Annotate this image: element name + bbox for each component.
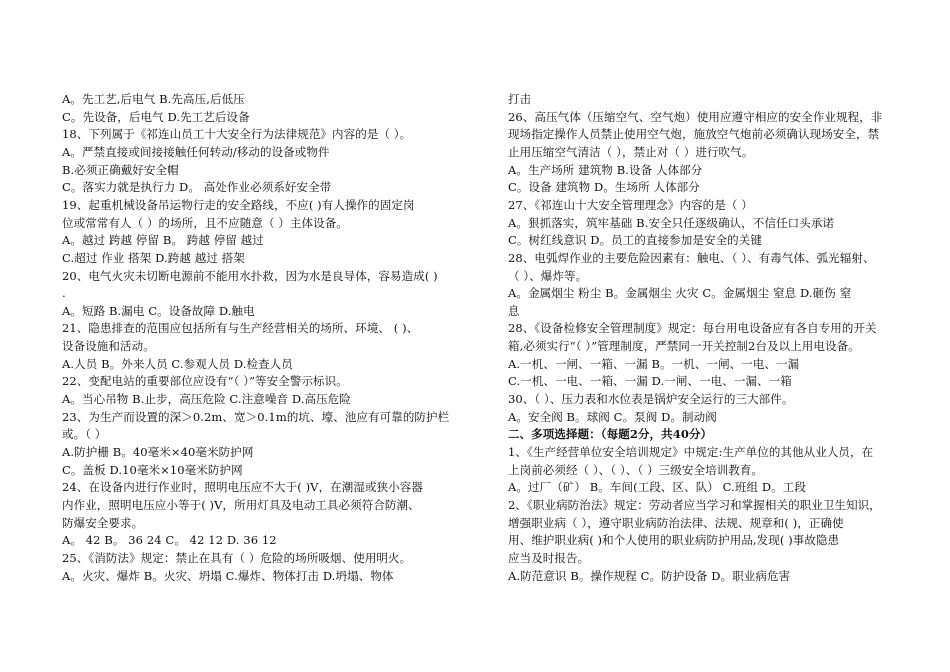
text-line: 22、变配电站的重要部位应设有“（ ）”等安全警示标识。 (62, 374, 348, 389)
section-heading: 二、多项选择题：（每题2分，共40分） (508, 427, 713, 442)
text-line: A。严禁直接或间接接触任何转动/移动的设备或物件 (62, 144, 330, 159)
text-line: A。生产场所 建筑物 B.设备 人体部分 (508, 162, 703, 177)
text-line: 28、电弧焊作业的主要危险因素有：触电、（ ）、有毒气体、弧光辐射、 (508, 250, 875, 265)
text-line: C.超过 作业 搭架 D.跨越 越过 搭架 (62, 250, 245, 265)
text-line: A。先工艺,后电气 B.先高压,后低压 (62, 92, 245, 106)
text-line: A.人员 B。外来人员 C.参观人员 D.检查人员 (62, 356, 293, 371)
text-line: A.防范意识 B。操作规程 C。防护设备 D。职业病危害 (508, 568, 791, 583)
text-line: 28、《设备检修安全管理制度》规定：每台用电设备应有各自专用的开关 (508, 321, 877, 336)
text-line: A。过厂（矿） B。车间(工段、区、队） C.班组 D。工段 (508, 480, 806, 495)
text-line: 26、高压气体（压缩空气、空气炮）使用应遵守相应的安全作业规程，非 (508, 109, 883, 124)
text-line: 现场指定操作人员禁止使用空气炮，施放空气炮前必须确认现场安全，禁 (508, 127, 880, 142)
text-line: C。先设备，后电气 D.先工艺后设备 (62, 109, 250, 124)
text-line: 用、维护职业病( )和个人使用的职业病防护用品,发现( )事故隐患 (508, 533, 840, 548)
text-line: 内作业，照明电压应小等于( )V，所用灯具及电动工具必须符合防潮、 (62, 497, 420, 512)
text-line: 箱,必须实行“（ ）”管理制度，严禁同一开关控制2台及以上用电设备。 (508, 339, 860, 354)
text-line: 息 (508, 303, 520, 318)
text-line: C。落实力就是执行力 D。 高处作业必须系好安全带 (62, 180, 332, 195)
text-line: 30、（ ）、压力表和水位表是锅炉安全运行的三大部件。 (508, 392, 794, 407)
text-line: 设备设施和活动。 (62, 339, 155, 354)
text-line: A。狠抓落实，筑牢基础 B.安全只任逐级确认，不信任口头承诺 (508, 215, 835, 230)
text-line: 23、为生产而设置的深＞0.2m、宽＞0.1m的坑、壕、池应有可靠的防护栏 (62, 409, 450, 424)
text-line: 19、起重机械设备吊运物行走的安全路线，不应( )有人操作的固定岗 (62, 197, 415, 212)
text-line: 21、隐患排查的范围应包括所有与生产经营相关的场所、环境、 ( )、 (62, 321, 419, 336)
text-line: 18、下列属于《祁连山员工十大安全行为法律规范》内容的是（ ）。 (62, 127, 412, 142)
text-line: 打击 (508, 92, 532, 106)
text-line: . (62, 286, 66, 301)
text-line: 27、《祁连山十大安全管理理念》内容的是（ ） (508, 197, 753, 212)
text-line: B.必须正确戴好安全帽 (62, 162, 179, 177)
text-line: A。越过 跨越 停留 B。 跨越 停留 越过 (62, 233, 264, 248)
text-line: 20、电气火灾未切断电源前不能用水扑救，因为水是良导体，容易造成( ) (62, 268, 438, 283)
text-line: C.一机、一电、一箱、一漏 D.一闸、一电、一漏、一箱 (508, 374, 792, 389)
text-line: C。盖板 D.10毫米×10毫米防护网 (62, 462, 243, 477)
text-line: 2、《职业病防治法》规定：劳动者应当学习和掌握相关的职业卫生知识， (508, 497, 881, 512)
text-line: 增强职业病（ ），遵守职业病防治法律、法规、规章和( )，正确使 (508, 515, 844, 530)
text-line: 1、《生产经营单位安全培训规定》中规定:生产单位的其他从业人员，在 (508, 445, 874, 459)
text-line: 应当及时报告。 (508, 550, 590, 565)
text-line: （ ）、爆炸等。 (508, 268, 588, 283)
text-line: 或。（ ） (62, 427, 107, 442)
text-line: A。火灾、爆炸 B。火灾、坍塌 C.爆炸、物体打击 D.坍塌、物体 (62, 568, 394, 583)
text-line: 防爆安全要求。 (62, 515, 144, 530)
text-line: A。金属烟尘 粉尘 B。金属烟尘 火灾 C。金属烟尘 窒息 D.砸伤 窒 (508, 286, 852, 301)
text-line: A。 42 B。 36 24 C。 42 12 D. 36 12 (62, 533, 277, 548)
text-line: A.防护栅 B。40毫米×40毫米防护网 (62, 445, 254, 459)
text-line: A.一机、一闸、一箱、一漏 B。一机、一闸、一电、一漏 (508, 356, 800, 371)
text-line: 25、《消防法》规定：禁止在具有（ ）危险的场所吸烟、使用明火。 (62, 550, 412, 565)
text-line: 上岗前必须经（ ）、（ ）、（ ）三级安全培训教育。 (508, 462, 764, 477)
text-line: 位或常常有人（ ）的场所，且不应随意（ ）主体设备。 (62, 215, 348, 230)
text-line: A。当心吊物 B.止步，高压危险 C.注意噪音 D.高压危险 (62, 392, 351, 407)
text-line: 止用压缩空气清洁（ ），禁止对（ ）进行吹气。 (508, 144, 754, 159)
text-line: A。安全阀 B。球阀 C。泵阀 D。制动阀 (508, 409, 717, 424)
text-line: C。树红线意识 D。员工的直接参加是安全的关键 (508, 233, 762, 248)
text-line: A。短路 B.漏电 C。设备故障 D.触电 (62, 303, 255, 318)
text-line: C。设备 建筑物 D。生场所 人体部分 (508, 180, 700, 195)
text-line: 24、在设备内进行作业时，照明电压应不大于( )V，在潮湿或狭小容器 (62, 480, 423, 495)
